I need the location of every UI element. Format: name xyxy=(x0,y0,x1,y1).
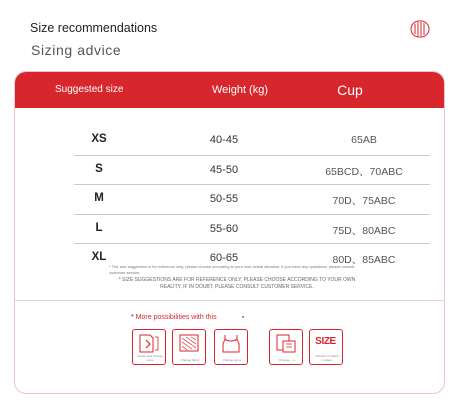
table-row xyxy=(74,126,430,156)
icon-caption: Change fabric xyxy=(180,357,200,362)
table-row xyxy=(74,215,430,245)
tank-top-icon xyxy=(214,329,248,365)
rotate-icon xyxy=(132,329,166,365)
more-possibilities-label: * More possibilities with this xyxy=(131,314,217,321)
size-icon xyxy=(309,329,343,365)
page-subtitle: Sizing advice xyxy=(31,42,122,58)
reference-note-caps: * SIZE SUGGESTIONS ARE FOR REFERENCE ONLY, PLEASE CHOOSE ACCORDING TO YOUR OWN REALITY, IF IN DOUBT, PLEASE CONSULT CUSTOMER SERVICE. xyxy=(118,277,356,290)
reference-note: * The size suggestion is for reference only, please choose according to your own actual situation, if you have any questions, please consult customer service. xyxy=(109,264,355,275)
header-weight: Weight (kg) xyxy=(211,84,269,96)
brand-logo xyxy=(410,20,430,38)
page-title: Size recommendations xyxy=(30,21,158,35)
header-size: Suggested size xyxy=(55,84,124,95)
size-word: SIZE xyxy=(315,336,336,347)
size-cell: XL xyxy=(91,251,107,263)
size-cell: XS xyxy=(91,133,107,145)
fabric-icon xyxy=(172,329,206,365)
weight-cell: 60-65 xyxy=(209,252,239,264)
table-row xyxy=(74,185,430,215)
header-cup: Cup xyxy=(337,82,363,98)
icon-caption: Rotate and change sizes xyxy=(137,354,163,362)
weight-cell: 45-50 xyxy=(209,163,239,176)
section-divider xyxy=(15,300,444,301)
icon-caption: Change types xyxy=(222,357,242,362)
weight-cell: 55-60 xyxy=(209,222,239,235)
size-cell: S xyxy=(95,162,103,175)
icon-caption: Number of added modes xyxy=(315,354,339,362)
weight-cell: 40-45 xyxy=(209,134,239,146)
size-cell: L xyxy=(95,221,103,234)
layers-icon xyxy=(269,329,303,365)
cup-cell: 70D、75ABC xyxy=(332,195,396,207)
size-table xyxy=(74,126,430,274)
size-chart-card xyxy=(14,71,445,394)
cup-cell: 75D、80ABC xyxy=(332,224,396,237)
weight-cell: 50-55 xyxy=(209,193,239,205)
cup-cell: 65AB xyxy=(351,134,377,146)
icon-caption: Change ... s xyxy=(278,357,296,362)
size-cell: M xyxy=(94,192,104,204)
table-row xyxy=(74,156,430,186)
table-header xyxy=(15,72,444,108)
cup-cell: 65BCD、70ABC xyxy=(325,165,403,178)
marker-dot xyxy=(242,316,244,318)
cup-cell: 80D、85ABC xyxy=(332,254,396,266)
